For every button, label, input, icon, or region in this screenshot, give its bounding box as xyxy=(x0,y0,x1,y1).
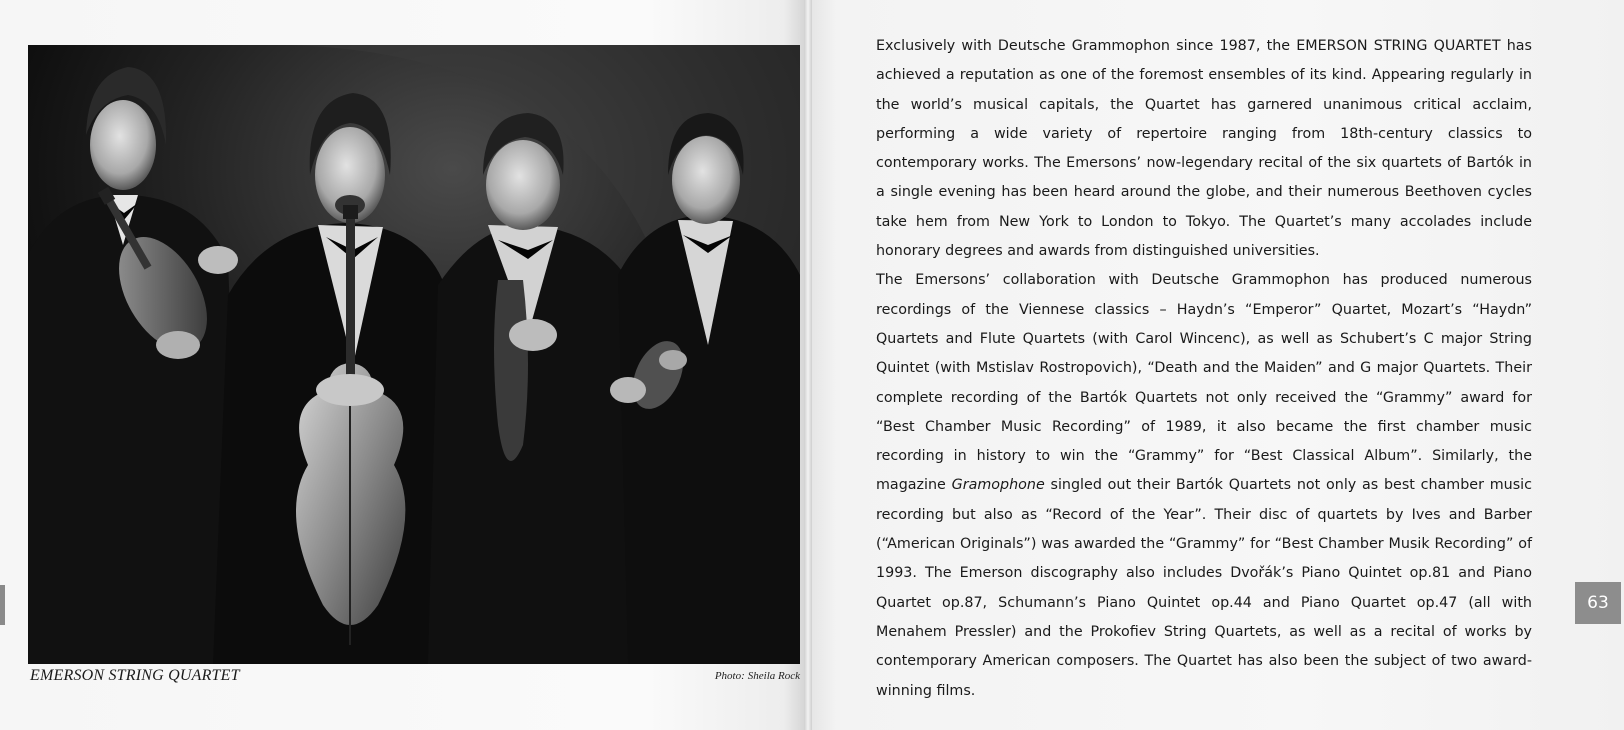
body-text xyxy=(876,32,1532,706)
quartet-illustration xyxy=(28,45,800,664)
photo-caption: EMERSON STRING QUARTET xyxy=(30,667,240,684)
page-number: 63 xyxy=(1575,582,1621,624)
photo-credit-label: Photo: xyxy=(714,670,745,682)
paragraph-text: Exclusively with Deutsche Grammophon since 1987, the EMERSON STRING QUARTET has achieved a reputation as one of the foremost ensembles of its kind. Appearing regularly in the world’s musical capitals, the Quartet has garnered unanimous critical acclaim, performing a wide variety of repertoire ranging from 18th-century classics to contemporary works. The Emersons’ now-legendary recital of the six quartets of Bartók in a single evening has been heard around the globe, and their numerous Beethoven cycles take hem from New York to London to Tokyo. The Quartet’s many accolades include honorary degrees and awards from distinguished universities. xyxy=(876,38,1532,260)
quartet-photo xyxy=(28,45,800,664)
paragraph-text: singled out their Bartók Quartets not only as best chamber music recording but also as “Record of the Year”. Their disc of quartets by Ives and Barber (“American Originals”) was awarded the “Grammy” for “Best Chamber Musik Recording” of 1993. The Emerson discography also includes Dvořák’s Piano Quintet op.81 and Piano Quartet op.87, Schumann’s Piano Quintet op.44 and Piano Quartet op.47 (all with Menahem Pressler) and the Prokofiev String Quartets, as well as a recital of works by contemporary American composers. The Quartet has also been the subject of two award-winning films. xyxy=(876,477,1532,699)
paragraph-text: The Emersons’ collaboration with Deutsche Grammophon has produced numerous recordings of the Viennese classics – Haydn’s “Emperor” Quartet, Mozart’s “Haydn” Quartets and Flute Quartets (with Carol Wincenc), as well as Schubert’s C major String Quintet (with Mstislav Rostropovich), “Death and the Maiden” and G major Quartets. Their complete recording of the Bartók Quartets not only received the “Grammy” award for “Best Chamber Music Recording” of 1989, it also became the first chamber music recording in history to win the “Grammy” for “Best Classical Album”. Similarly, the magazine xyxy=(876,272,1532,494)
photo-credit xyxy=(715,670,800,682)
edge-tab-marker xyxy=(0,585,5,625)
italic-title: Gramophone xyxy=(951,477,1045,494)
left-page xyxy=(0,0,808,730)
right-page xyxy=(812,0,1624,730)
paragraph-2 xyxy=(876,266,1532,705)
photo-credit-name: Sheila Rock xyxy=(747,670,800,682)
paragraph-1 xyxy=(876,32,1532,266)
